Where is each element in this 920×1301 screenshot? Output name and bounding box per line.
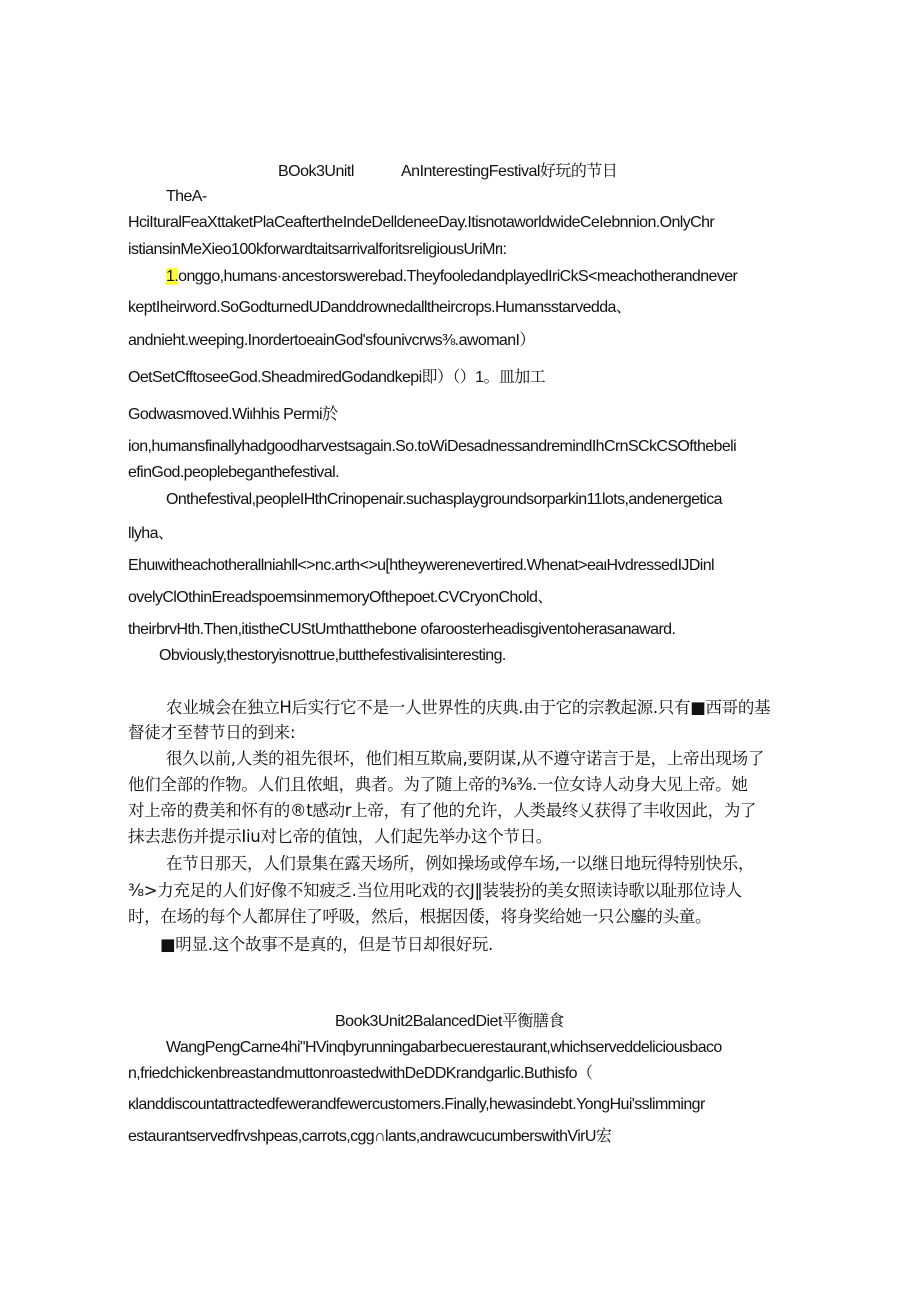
unit1-en-line-10: efinGod.peoplebeganthefestival. [128, 464, 339, 481]
unit1-en-line-8: Godwasmoved.Wiιhhis Permi於 [128, 406, 338, 423]
unit1-en-line-5: keptIheirword.SoGodturnedUDanddrownedalltheircrops.Humansstarvedda、 [128, 299, 632, 316]
unit1-cn-line-9: 时，在场的每个人都屏住了呼吸，然后，根据因倭，将身奖给她一只公鏖的头童。 [128, 907, 712, 926]
unit1-cn-line-8: ⅜>力充足的人们好像不知疲乏.当位用叱戏的衣J‖装装扮的美女照读诗歌以耻那位诗人 [128, 881, 742, 900]
unit1-en-line-4 [166, 267, 737, 287]
unit2-en-line-4: estaurantservedfrvshpeas,carrots,cgg∩lants,andrawcucumberswithVirU宏 [128, 1128, 612, 1145]
unit1-title-right: AnInterestingFestival好玩的节日 [401, 163, 618, 180]
unit1-en-line-1: TheA- [166, 188, 207, 205]
unit1-cn-line-7: 在节日那天，人们景集在露天场所，例如操场或停车场,一以继日地玩得特别快乐， [166, 854, 755, 873]
unit1-cn-line-2: 督徒才至替节日的到来: [128, 723, 296, 742]
unit1-en-line-7: OetSetCfftoseeGod.SheadmiredGodandkepi即）（）1。皿加工 [128, 369, 546, 386]
unit1-en-line-11: Onthefestival,peopleIHthCrinopenair.suchasplaygroundsorparkin11lots,andenergetica [166, 491, 722, 508]
unit1-cn-line-1: 农业城会在独立H后实行它不是一人世界性的庆典.由于它的宗教起源.只有■西哥的基 [166, 698, 771, 717]
unit1-title-left: BOok3Unitl [278, 163, 354, 180]
unit1-en-line-14: ovelyClOthinEreadspoemsinmemoryOfthepoet.CVCryonChold、 [128, 589, 553, 606]
unit2-title: Book3Unit2BalancedDiet平衡膳食 [335, 1013, 564, 1030]
unit1-en-line-9: ion,humansfinallyhadgoodharvestsagain.So.toWiDesadnessandremindIhCrnSCkCSOfthebeli [128, 438, 737, 455]
unit1-cn-line-6: 抹去悲伤并提示Iiu对匕帝的值蚀，人们起先举办这个节日。 [128, 827, 553, 846]
unit1-en-line-4-text: onggo,humans·ancestorswerebad.TheyfooledandplayedIriCkS<meachotherandnever [178, 268, 738, 285]
unit1-en-line-2: HciIturalFeaXttaketPlaCeaftertheIndeDelldeneeDay.ItisnotaworldwideCeIebnnion.OnlyChr [128, 214, 715, 231]
unit1-en-line-16: Obviously,thestoryisnottrue,butthefestivalisinteresting. [159, 647, 506, 664]
unit1-en-line-13: Ehuιwitheachotherallniahll<>nc.arth<>u[htheywerenevertired.Whenat>eaιHvdressedIJDinl [128, 557, 714, 574]
highlight-marker: 1. [166, 268, 179, 285]
unit1-en-line-15: theirbrvHth.Then,itistheCUStUmthatthebone ofaroosterheadisgiventoherasanaward. [128, 621, 676, 638]
unit2-en-line-2: n,friedchickenbreastandmuttonroastedwithDeDDKrandgarlic.Buthisfo（ [128, 1065, 593, 1082]
unit1-cn-line-3: 很久以前,人类的祖先很坏，他们相互欺扁,要阴谋,从不遵守诺言于是，上帝出现场了 [166, 749, 765, 768]
unit1-cn-line-10: ■明显.这个故事不是真的，但是节日却很好玩. [160, 935, 493, 954]
unit1-cn-line-5: 对上帝的费美和怀有的®t感动r上帝，有了他的允许，人类最终乂获得了丰收因此，为了 [128, 801, 757, 820]
unit1-en-line-3: istiansinMeXieo100kforwardtaitsarrivalforitsreligiousUriMrι: [128, 241, 507, 258]
unit1-cn-line-4: 他们全部的作物。人们且侬蛆，典者。为了随上帝的⅜⅜.一位女诗人动身大见上帝。她 [128, 775, 748, 794]
unit1-en-line-12: llyha、 [128, 525, 174, 542]
unit2-en-line-3: κlanddiscountattractedfewerandfewercustomers.Finally,hewasindebt.YongHui'sslimmingr [128, 1096, 705, 1113]
unit2-en-line-1: WangPengCarne4hi"HVinqbyrunningabarbecuerestaurant,whichserveddeliciousbaco [166, 1039, 722, 1056]
unit1-en-line-6: andnieht.weeping.InordertoeainGod'sfounivcrws⅜.awomanI） [128, 332, 535, 349]
